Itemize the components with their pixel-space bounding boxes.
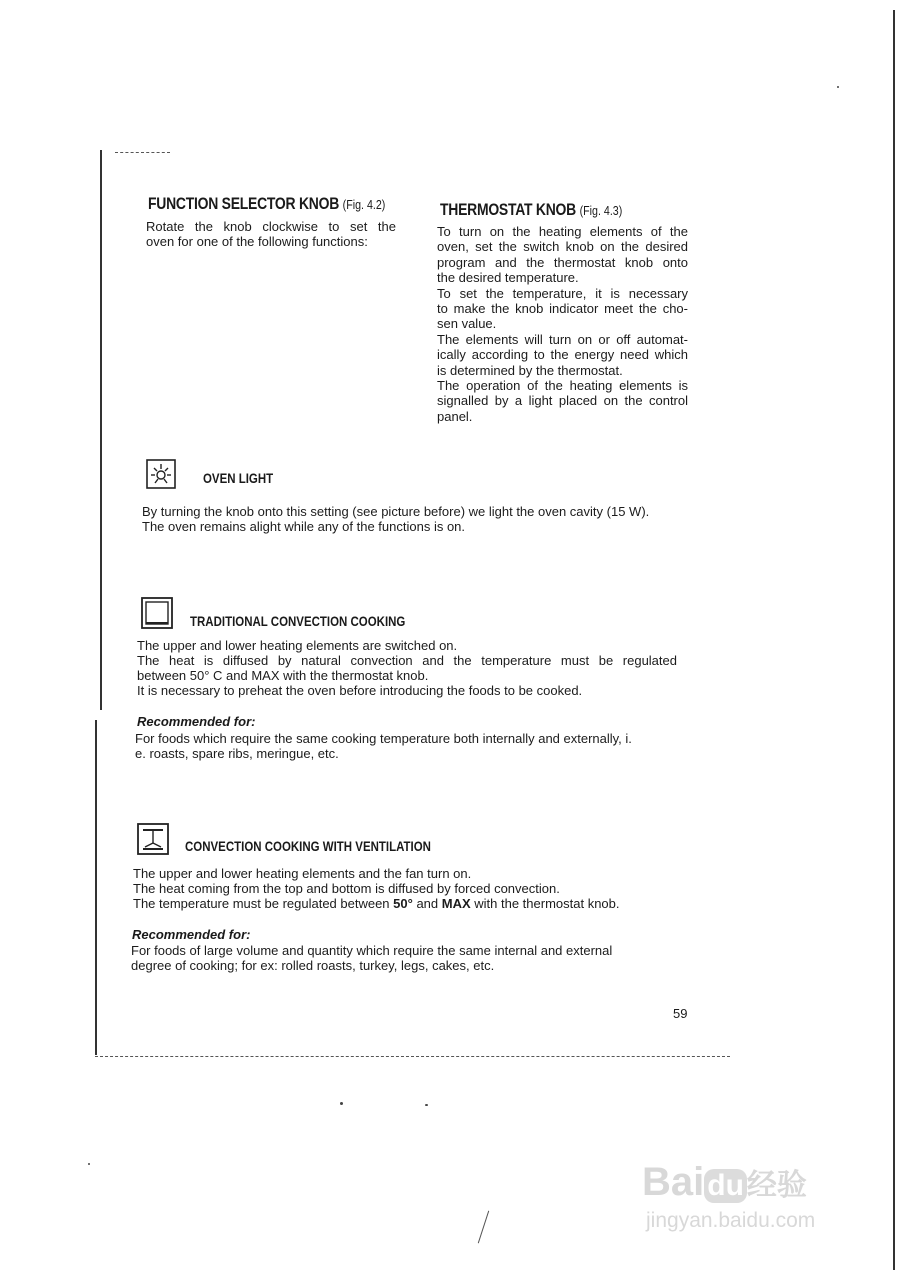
function-selector-line: Rotate the knob clockwise to set the — [146, 219, 396, 234]
thermostat-line: sen value. — [437, 316, 497, 332]
traditional-line: The heat is diffused by natural convection and the temperature must be regulated — [137, 653, 677, 668]
baidu-url: jingyan.baidu.com — [646, 1209, 816, 1232]
thermostat-line: the desired temperature. — [437, 270, 579, 286]
left-margin-line — [100, 150, 102, 710]
traditional-text — [137, 638, 677, 698]
ventilation-line: The upper and lower heating elements and the fan turn on. — [133, 866, 472, 881]
traditional-title: TRADITIONAL CONVECTION COOKING — [190, 613, 406, 629]
thermostat-title: THERMOSTAT KNOB — [440, 200, 576, 219]
ventilation-temp-mid: and — [412, 896, 442, 911]
traditional-line: between 50° C and MAX with the thermostat knob. — [137, 668, 429, 683]
traditional-convection-icon — [141, 597, 173, 629]
ventilation-recommended-label: Recommended for: — [132, 927, 251, 942]
traditional-line: The upper and lower heating elements are switched on. — [137, 638, 458, 653]
thermostat-line: panel. — [437, 408, 473, 424]
function-selector-text — [146, 219, 396, 249]
ventilation-temp-min: 50° — [393, 896, 413, 911]
scan-speck — [340, 1102, 343, 1105]
left-margin-line-lower — [95, 720, 97, 1055]
thermostat-line: is determined by the thermostat. — [437, 362, 623, 378]
thermostat-text — [437, 224, 688, 424]
thermostat-line: signalled by a light placed on the control — [437, 393, 688, 409]
baidu-logo — [642, 1160, 852, 1208]
oven-light-text — [142, 504, 649, 534]
baidu-paw-text: du — [704, 1169, 747, 1203]
ventilation-temp-max: MAX — [441, 896, 471, 911]
traditional-recommended-line: e. roasts, spare ribs, meringue, etc. — [135, 746, 339, 761]
thermostat-ref: (Fig. 4.3) — [579, 203, 623, 218]
thermostat-line: The elements will turn on or off automat- — [437, 331, 688, 347]
traditional-recommended-text — [135, 731, 632, 761]
top-rule — [115, 152, 170, 153]
thermostat-line: to make the knob indicator meet the cho- — [437, 301, 688, 317]
ventilation-text — [133, 866, 620, 911]
ventilation-temp-post: with the thermostat knob. — [470, 896, 620, 911]
convection-ventilation-icon — [137, 823, 169, 855]
bottom-rule — [95, 1056, 730, 1057]
scan-speck — [425, 1104, 428, 1106]
scan-stroke — [478, 1211, 489, 1244]
ventilation-title: CONVECTION COOKING WITH VENTILATION — [185, 838, 431, 854]
ventilation-recommended-line: For foods of large volume and quantity which require the same internal and external — [131, 943, 613, 958]
thermostat-line: program and the thermostat knob onto — [437, 254, 688, 270]
thermostat-line: ically according to the energy need which — [437, 347, 688, 363]
function-selector-heading — [148, 194, 385, 214]
thermostat-line: The operation of the heating elements is — [437, 378, 688, 394]
thermostat-line: oven, set the switch knob on the desired — [437, 239, 688, 255]
right-edge-line — [893, 10, 895, 1270]
function-selector-ref: (Fig. 4.2) — [342, 197, 386, 212]
scan-speck — [88, 1163, 90, 1165]
oven-light-line: By turning the knob onto this setting (see picture before) we light the oven cavity (15 W). — [142, 504, 650, 519]
baidu-logo-text: Bai — [642, 1160, 705, 1204]
function-selector-title: FUNCTION SELECTOR KNOB — [148, 194, 340, 213]
function-selector-line: oven for one of the following functions: — [146, 234, 368, 249]
ventilation-temp-pre: The temperature must be regulated between — [133, 896, 394, 911]
thermostat-heading — [440, 200, 622, 220]
page-number: 59 — [673, 1006, 688, 1021]
scan-speck — [837, 86, 839, 88]
traditional-line: It is necessary to preheat the oven before introducing the foods to be cooked. — [137, 683, 583, 698]
oven-light-title: OVEN LIGHT — [203, 470, 274, 486]
ventilation-line: The heat coming from the top and bottom is diffused by forced convection. — [133, 881, 560, 896]
baidu-watermark — [642, 1160, 852, 1240]
oven-light-icon — [146, 459, 176, 489]
baidu-jingyan-text: 经验 — [746, 1169, 807, 1202]
ventilation-recommended-text — [131, 943, 612, 973]
thermostat-line: To turn on the heating elements of the — [437, 224, 688, 239]
oven-light-line: The oven remains alight while any of the functions is on. — [142, 519, 466, 534]
traditional-recommended-label: Recommended for: — [137, 714, 256, 729]
ventilation-temp-line — [133, 896, 620, 911]
ventilation-recommended-line: degree of cooking; for ex: rolled roasts, turkey, legs, cakes, etc. — [131, 958, 495, 973]
thermostat-line: To set the temperature, it is necessary — [437, 285, 688, 301]
traditional-recommended-line: For foods which require the same cooking temperature both internally and externally, i. — [135, 731, 632, 746]
